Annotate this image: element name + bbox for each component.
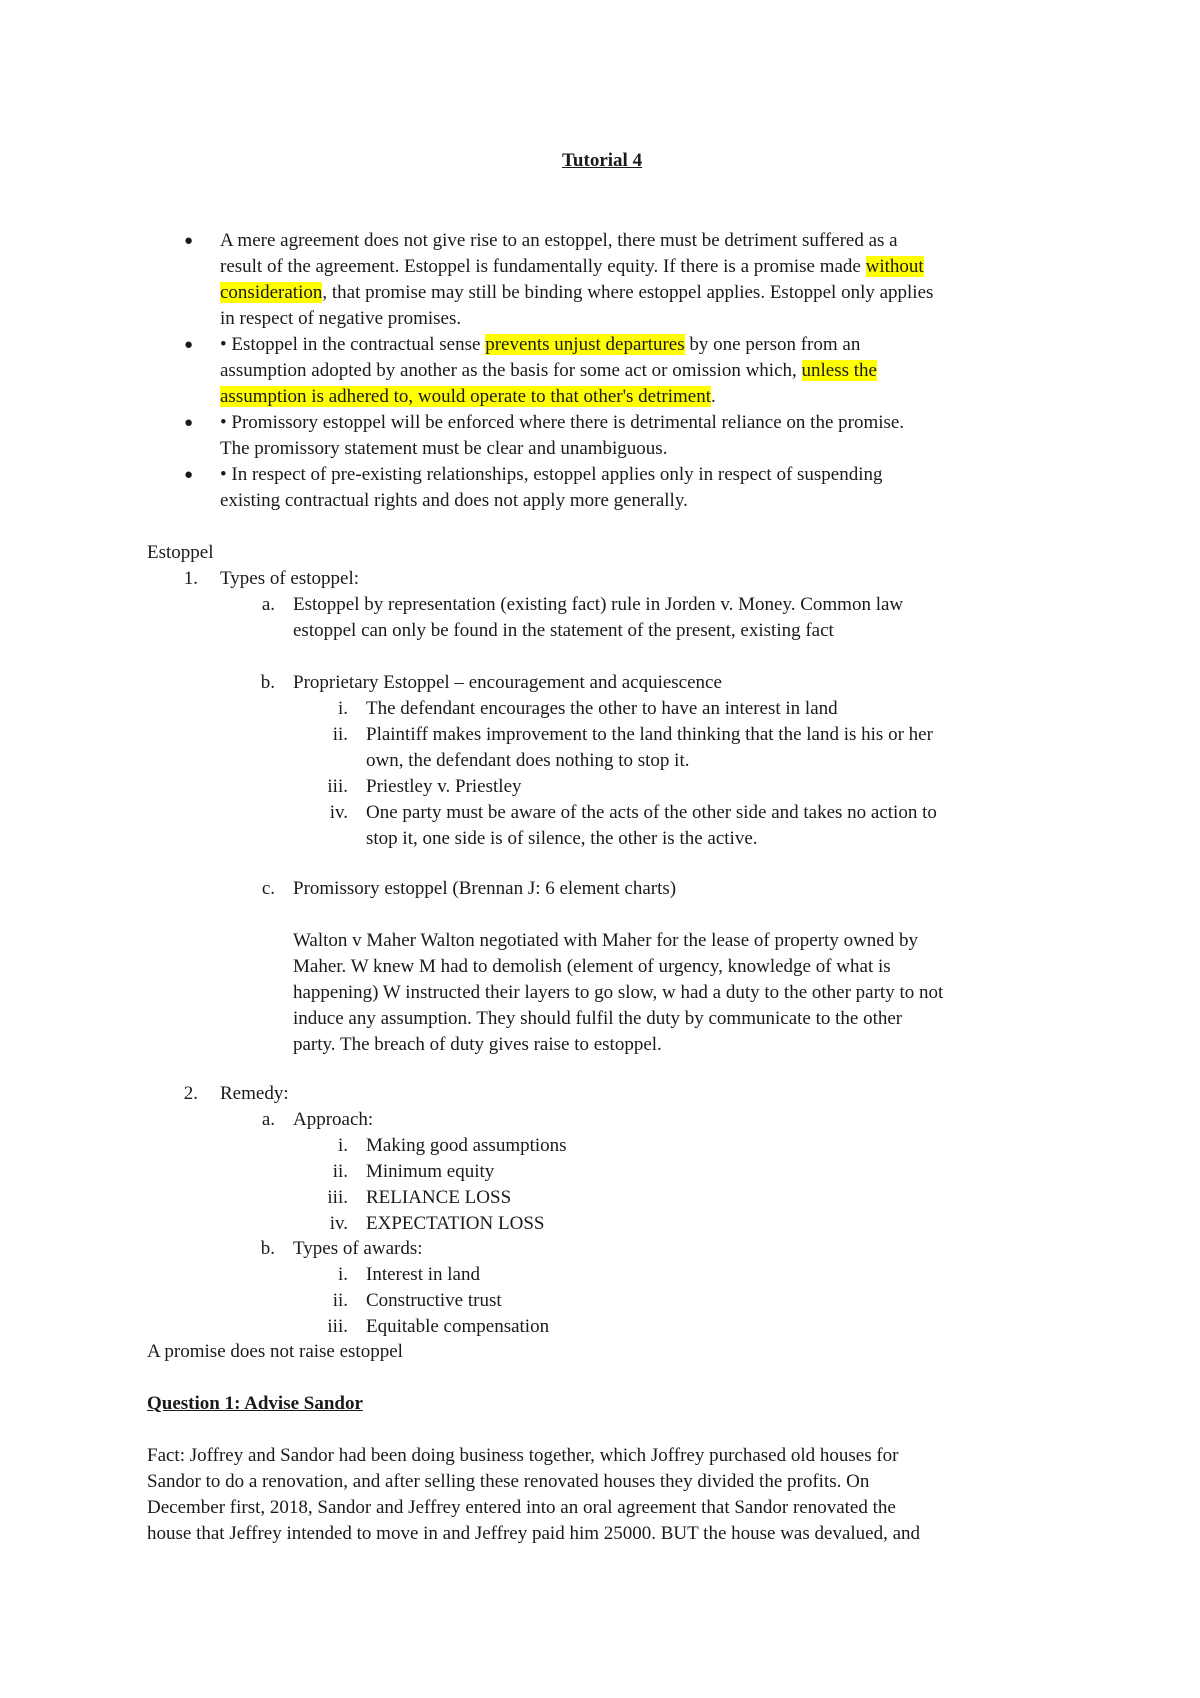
- list-marker: i.: [337, 1264, 348, 1285]
- list-item-text: Making good assumptions: [366, 1135, 567, 1156]
- list-item-text: own, the defendant does nothing to stop it.: [366, 750, 690, 771]
- paragraph-line: happening) W instructed their layers to go slow, w had a duty to the other party to not: [293, 982, 944, 1003]
- list-marker: iii.: [327, 1316, 348, 1337]
- list-marker: 1.: [183, 568, 198, 589]
- paragraph-line: house that Jeffrey intended to move in and Jeffrey paid him 25000. BUT the house was devalued, and: [147, 1523, 921, 1544]
- list-item-text: Minimum equity: [366, 1161, 495, 1182]
- paragraph-line: Maher. W knew M had to demolish (element of urgency, knowledge of what is: [293, 956, 891, 977]
- text-run: .: [710, 386, 716, 407]
- paragraph-line: induce any assumption. They should fulfil the duty by communicate to the other: [293, 1008, 903, 1029]
- bullet-line: [220, 385, 716, 409]
- bullet-icon: ●: [184, 233, 194, 249]
- bullet-line: [220, 359, 877, 383]
- list-marker: i.: [337, 698, 348, 719]
- paragraph-line: December first, 2018, Sandor and Jeffrey entered into an oral agreement that Sandor renovated the: [147, 1497, 896, 1518]
- list-item-text: Estoppel by representation (existing fact) rule in Jorden v. Money. Common law: [293, 594, 904, 615]
- list-item-text: Plaintiff makes improvement to the land thinking that the land is his or her: [366, 724, 933, 745]
- bullet-icon: ●: [184, 467, 194, 483]
- highlighted-text: assumption is adhered to, would operate to that other's detriment: [220, 386, 711, 407]
- bullet-line: [220, 333, 860, 357]
- bullet-line: [220, 411, 904, 435]
- paragraph-line: Walton v Maher Walton negotiated with Maher for the lease of property owned by: [293, 930, 918, 951]
- bullet-icon: ●: [184, 415, 194, 431]
- text-run: , that promise may still be binding where estoppel applies. Estoppel only applies: [322, 282, 934, 303]
- text-run: result of the agreement. Estoppel is fundamentally equity. If there is a promise made: [220, 256, 866, 277]
- section-heading-estoppel: Estoppel: [147, 542, 214, 563]
- list-item-label: Types of estoppel:: [220, 568, 360, 589]
- closing-statement: A promise does not raise estoppel: [147, 1341, 403, 1362]
- text-run: • Promissory estoppel will be enforced where there is detrimental reliance on the promise.: [220, 412, 905, 433]
- list-item-text: RELIANCE LOSS: [366, 1187, 512, 1208]
- bullet-icon: ●: [184, 337, 194, 353]
- list-item-text: Constructive trust: [366, 1290, 502, 1311]
- list-marker: c.: [261, 878, 275, 899]
- list-marker: ii.: [332, 1161, 348, 1182]
- paragraph-line: Fact: Joffrey and Sandor had been doing business together, which Joffrey purchased old houses for: [147, 1445, 899, 1466]
- list-item-label: Remedy:: [220, 1083, 289, 1104]
- question-heading: Question 1: Advise Sandor: [147, 1393, 363, 1414]
- paragraph-line: party. The breach of duty gives raise to estoppel.: [293, 1034, 662, 1055]
- list-marker: iv.: [329, 802, 348, 823]
- text-run: existing contractual rights and does not apply more generally.: [220, 490, 688, 511]
- list-item-label: Types of awards:: [293, 1238, 423, 1259]
- list-item-text: estoppel can only be found in the statement of the present, existing fact: [293, 620, 834, 641]
- highlighted-text: consideration: [220, 282, 323, 303]
- text-run: in respect of negative promises.: [220, 308, 462, 329]
- list-marker: a.: [261, 594, 275, 615]
- text-run: assumption adopted by another as the basis for some act or omission which,: [220, 360, 802, 381]
- list-item-text: stop it, one side is of silence, the other is the active.: [366, 828, 758, 849]
- list-marker: ii.: [332, 1290, 348, 1311]
- text-run: • Estoppel in the contractual sense: [220, 334, 486, 355]
- text-run: A mere agreement does not give rise to an estoppel, there must be detriment suffered as a: [220, 230, 898, 251]
- page-title: Tutorial 4: [562, 150, 643, 171]
- highlighted-text: unless the: [801, 360, 877, 381]
- bullet-line: [220, 437, 667, 461]
- bullet-line: [220, 255, 924, 279]
- text-run: The promissory statement must be clear and unambiguous.: [220, 438, 668, 459]
- list-item-label: Approach:: [293, 1109, 374, 1130]
- bullet-line: [220, 229, 898, 253]
- highlighted-text: without: [865, 256, 924, 277]
- list-marker: i.: [337, 1135, 348, 1156]
- list-item-text: Equitable compensation: [366, 1316, 550, 1337]
- bullet-line: [220, 307, 461, 331]
- list-item-text: Priestley v. Priestley: [366, 776, 522, 797]
- list-marker: iii.: [327, 776, 348, 797]
- list-marker: b.: [260, 1238, 275, 1259]
- list-item-label: Promissory estoppel (Brennan J: 6 element charts): [293, 878, 677, 899]
- list-marker: b.: [260, 672, 275, 693]
- highlighted-text: prevents unjust departures: [485, 334, 685, 355]
- list-marker: iii.: [327, 1187, 348, 1208]
- list-marker: 2.: [183, 1083, 198, 1104]
- list-item-text: One party must be aware of the acts of the other side and takes no action to: [366, 802, 937, 823]
- list-marker: iv.: [329, 1213, 348, 1234]
- text-run: • In respect of pre-existing relationships, estoppel applies only in respect of suspending: [220, 464, 883, 485]
- bullet-line: [220, 463, 883, 487]
- list-item-text: EXPECTATION LOSS: [366, 1213, 545, 1234]
- paragraph-line: Sandor to do a renovation, and after selling these renovated houses they divided the profits. On: [147, 1471, 870, 1492]
- list-marker: ii.: [332, 724, 348, 745]
- list-item-text: The defendant encourages the other to have an interest in land: [366, 698, 838, 719]
- bullet-line: [220, 281, 933, 305]
- list-item-text: Interest in land: [366, 1264, 480, 1285]
- text-run: by one person from an: [684, 334, 861, 355]
- list-marker: a.: [261, 1109, 275, 1130]
- list-item-label: Proprietary Estoppel – encouragement and acquiescence: [293, 672, 722, 693]
- bullet-line: [220, 489, 688, 513]
